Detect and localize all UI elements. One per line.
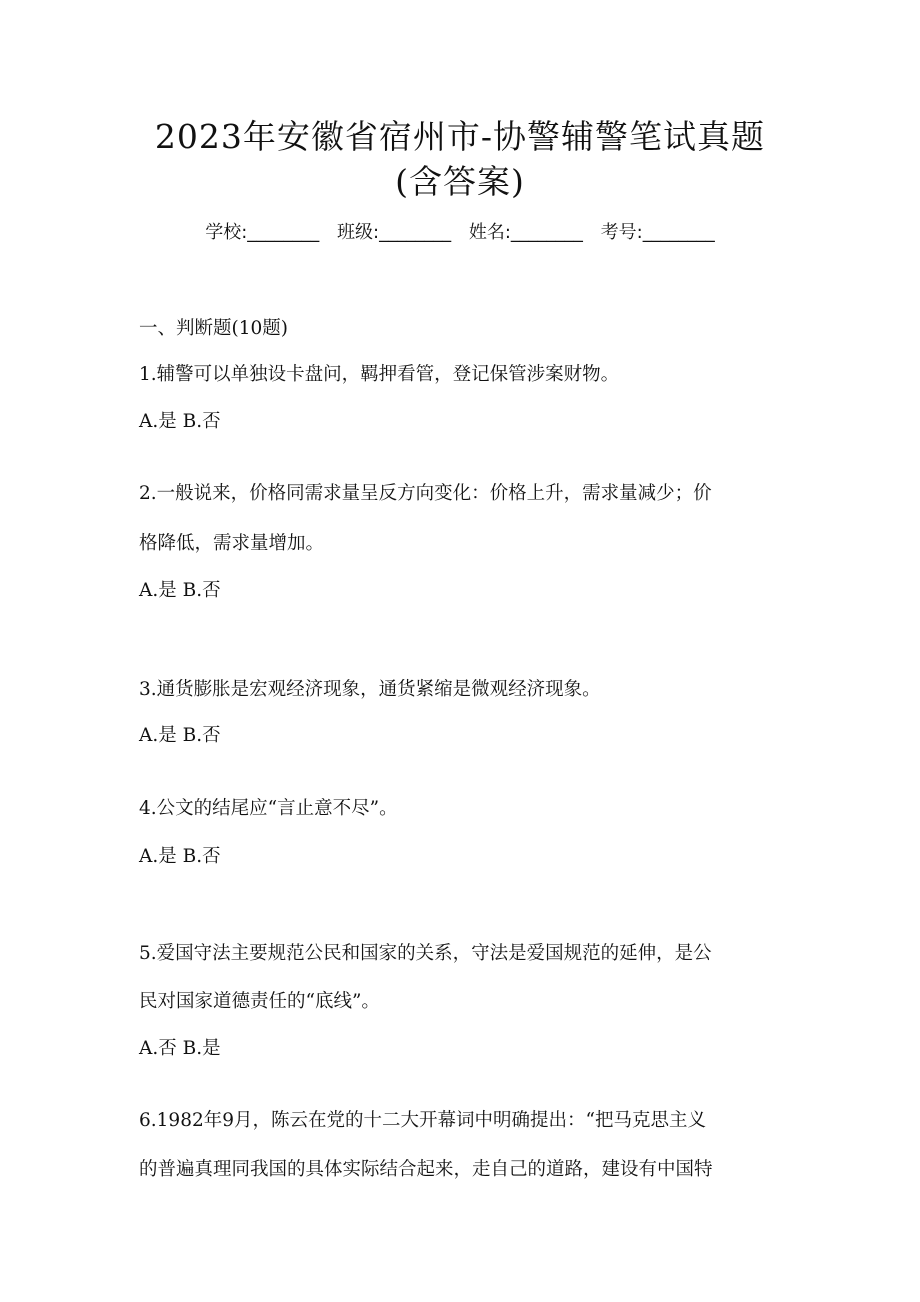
document-title: 2023年安徽省宿州市-协警辅警笔试真题 — [154, 117, 766, 156]
question-6-text-cont: 的普遍真理同我国的具体实际结合起来，走自己的道路，建设有中国特 — [139, 1159, 713, 1180]
section-heading: 一、判断题(10题) — [139, 318, 288, 339]
document-subtitle: (含答案) — [395, 162, 525, 201]
question-3-options: A.是 B.否 — [139, 725, 221, 746]
question-4-text: 4.公文的结尾应“言止意不尽”。 — [139, 798, 398, 819]
class-field: 班级:________ — [337, 222, 452, 243]
exam-number-field: 考号:________ — [600, 222, 715, 243]
question-5-text-cont: 民对国家道德责任的“底线”。 — [139, 991, 380, 1012]
question-6-text: 6.1982年9月，陈云在党的十二大开幕词中明确提出：“把马克思主义 — [139, 1110, 706, 1131]
question-2-options: A.是 B.否 — [139, 580, 221, 601]
question-5-options: A.否 B.是 — [139, 1038, 221, 1059]
name-field: 姓名:________ — [468, 222, 583, 243]
question-4-options: A.是 B.否 — [139, 846, 221, 867]
question-2-text-cont: 格降低，需求量增加。 — [139, 533, 325, 554]
question-2-text: 2.一般说来，价格同需求量呈反方向变化：价格上升，需求量减少；价 — [139, 483, 712, 504]
question-3-text: 3.通货膨胀是宏观经济现象，通货紧缩是微观经济现象。 — [139, 679, 601, 700]
question-1-options: A.是 B.否 — [139, 411, 221, 432]
question-5-text: 5.爱国守法主要规范公民和国家的关系，守法是爱国规范的延伸，是公 — [139, 943, 712, 964]
question-1-text: 1.辅警可以单独设卡盘问，羁押看管，登记保管涉案财物。 — [139, 364, 620, 385]
school-field: 学校:________ — [205, 222, 320, 243]
student-info-row — [0, 218, 920, 244]
